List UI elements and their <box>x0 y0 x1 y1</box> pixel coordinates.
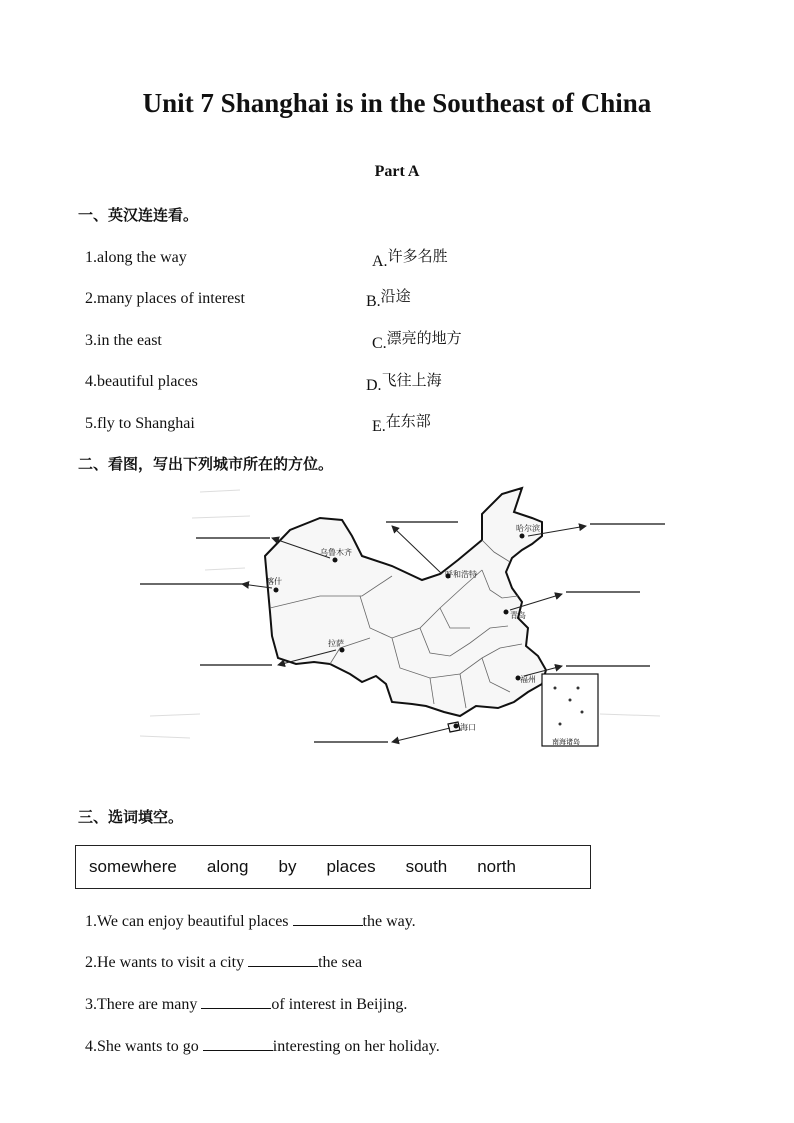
fill-sentence: 2.He wants to visit a city the sea <box>85 954 363 971</box>
word-option: somewhere <box>89 857 177 876</box>
city-label: 乌鲁木齐 <box>320 548 352 557</box>
match-item: 1.along the way <box>85 249 187 266</box>
page-title: Unit 7 Shanghai is in the Southeast of China <box>142 88 652 118</box>
match-option: A.许多名胜 <box>372 247 448 270</box>
word-bank <box>75 845 591 889</box>
word-option: places <box>326 857 376 876</box>
match-item: 3.in the east <box>85 332 162 349</box>
china-map <box>130 478 670 758</box>
fill-sentence: 3.There are many of interest in Beijing. <box>85 996 408 1013</box>
answer-blank[interactable] <box>203 1038 273 1051</box>
part-label: Part A <box>374 163 420 180</box>
match-option: E.在东部 <box>372 412 431 435</box>
inset-label: 南海诸岛 <box>552 738 580 746</box>
south-sea-inset <box>542 674 598 746</box>
city-label: 哈尔滨 <box>516 524 540 533</box>
match-option: D.飞往上海 <box>366 371 442 394</box>
city-label: 福州 <box>520 675 536 684</box>
answer-blank[interactable] <box>248 954 318 967</box>
city-label: 呼和浩特 <box>445 570 477 579</box>
match-item: 2.many places of interest <box>85 290 245 307</box>
word-option: along <box>206 857 249 876</box>
word-option: north <box>477 857 516 876</box>
word-option: south <box>405 857 448 876</box>
city-label: 喀什 <box>266 577 282 586</box>
city-label: 海口 <box>460 723 476 732</box>
city-label: 青岛 <box>510 611 526 620</box>
match-option: C.漂亮的地方 <box>372 329 462 352</box>
fill-sentence: 4.She wants to go interesting on her holiday. <box>85 1038 440 1055</box>
fill-sentence: 1.We can enjoy beautiful places the way. <box>85 913 416 930</box>
answer-blank[interactable] <box>293 913 363 926</box>
match-option: B.沿途 <box>366 287 411 310</box>
answer-blank[interactable] <box>201 996 271 1009</box>
match-item: 5.fly to Shanghai <box>85 415 195 432</box>
section-3-heading: 三、选词填空。 <box>78 808 184 826</box>
section-2-heading: 二、看图，写出下列城市所在的方位。 <box>78 455 334 473</box>
section-1-heading: 一、英汉连连看。 <box>78 206 199 224</box>
match-item: 4.beautiful places <box>85 373 198 390</box>
city-label: 拉萨 <box>328 639 344 648</box>
word-option: by <box>278 857 297 876</box>
